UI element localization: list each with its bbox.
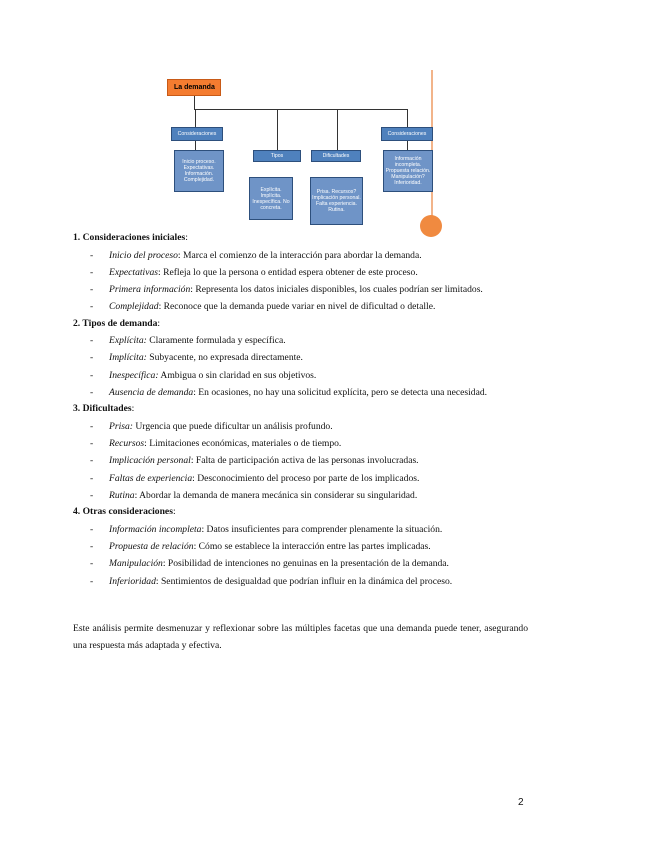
list-item: - Inicio del proceso: Marca el comienzo de la interacción para abordar la demanda. (90, 249, 422, 261)
section-heading: 4. Otras consideraciones: (73, 506, 176, 518)
page-number: 2 (518, 797, 524, 808)
list-item: - Inferioridad: Sentimientos de desigualdad que podrían influir en la dinámica del proceso. (90, 575, 453, 587)
section-list (73, 247, 528, 316)
list-item: - Inespecífica: Ambigua o sin claridad en sus objetivos. (90, 369, 317, 381)
diagram-connector (407, 109, 408, 127)
list-item: - Primera información: Representa los datos iniciales disponibles, los cuales podrían ser limitados. (90, 284, 483, 296)
diagram-branch-box: Consideraciones (381, 127, 433, 141)
diagram-connector (195, 141, 196, 150)
diagram-connector (407, 141, 408, 150)
diagram-connector (337, 109, 338, 150)
list-item: - Complejidad: Reconoce que la demanda puede variar en nivel de dificultad o detalle. (90, 301, 436, 313)
diagram-connector (277, 109, 278, 150)
diagram-branch-box: Dificultades (311, 150, 361, 162)
list-item: - Explícita: Claramente formulada y específica. (90, 335, 286, 347)
diagram-root-box: La demanda (167, 79, 221, 96)
diagram-detail-box: Información incompleta. Propuesta relación. Manipulación? Inferioridad. (383, 150, 433, 192)
section-list (73, 521, 528, 590)
diagram-detail-box: Prisa. Recursos? Implicación personal. Falta experiencia. Rutina. (310, 177, 363, 225)
demand-diagram (165, 70, 437, 228)
diagram-detail-box: Inicio proceso. Expectativas. Información. Complejidad. (174, 150, 224, 192)
list-item: - Faltas de experiencia: Desconocimiento del proceso por parte de los implicados. (90, 472, 420, 484)
section-list (73, 332, 528, 401)
diagram-accent-line (431, 70, 433, 228)
diagram-branch-box: Consideraciones (171, 127, 223, 141)
list-item: - Propuesta de relación: Cómo se establece la interacción entre las partes implicadas. (90, 541, 431, 553)
diagram-branch-box: Tipos (253, 150, 301, 162)
list-item: - Ausencia de demanda: En ocasiones, no hay una solicitud explícita, pero se detecta una necesidad. (90, 387, 488, 399)
list-item: - Información incompleta: Datos insuficientes para comprender plenamente la situación. (90, 523, 443, 535)
list-item: - Recursos: Limitaciones económicas, materiales o de tiempo. (90, 438, 342, 450)
section-heading: 1. Consideraciones iniciales: (73, 232, 188, 243)
section-heading: 2. Tipos de demanda: (73, 317, 161, 329)
list-item: - Implicación personal: Falta de participación activa de las personas involucradas. (90, 455, 419, 467)
closing-paragraph: Este análisis permite desmenuzar y reflexionar sobre las múltiples facetas que una demanda puede tener, asegurando una respuesta más adaptada y efectiva. (73, 622, 528, 651)
diagram-detail-box: Explícita. Implícita. Inespecífica. No concreta. (249, 177, 293, 220)
list-item: - Manipulación: Posibilidad de intenciones no genuinas en la presentación de la demanda. (90, 558, 449, 570)
list-item: - Implícita: Subyacente, no expresada directamente. (90, 352, 303, 364)
diagram-connector (195, 109, 196, 127)
list-item: - Expectativas: Refleja lo que la persona o entidad espera obtener de este proceso. (90, 266, 418, 278)
document-body (73, 230, 528, 590)
section-heading: 3. Dificultades: (73, 403, 135, 415)
list-item: - Rutina: Abordar la demanda de manera mecánica sin considerar su singularidad. (90, 490, 418, 502)
list-item: - Prisa: Urgencia que puede dificultar un análisis profundo. (90, 420, 333, 432)
section-list (73, 418, 528, 504)
diagram-connector (194, 109, 408, 110)
diagram-connector (194, 96, 195, 109)
